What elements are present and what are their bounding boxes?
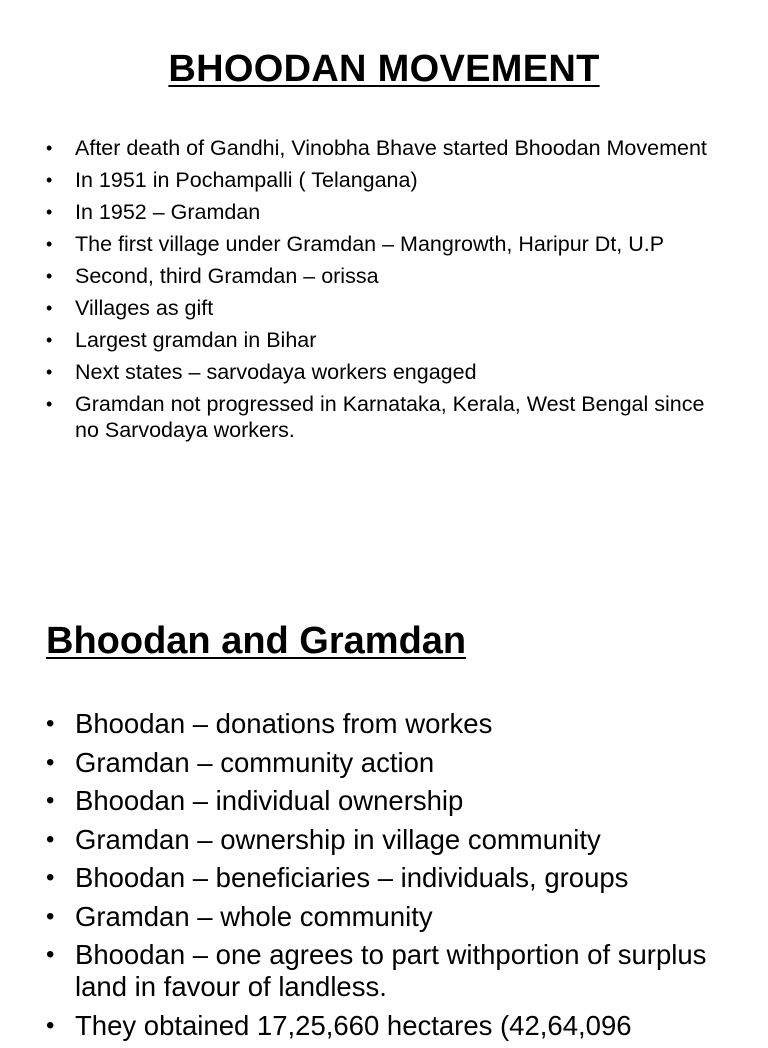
list-item-text: Bhoodan – donations from workes: [75, 708, 493, 739]
list-item-text: Second, third Gramdan – orissa: [75, 264, 379, 288]
list-item: [46, 135, 726, 161]
list-item: [46, 359, 726, 385]
bullet-marker: •: [46, 941, 55, 968]
list-item-text: Largest gramdan in Bihar: [75, 328, 317, 352]
bullet-marker: •: [46, 1011, 55, 1039]
list-item-text: Next states – sarvodaya workers engaged: [75, 360, 477, 384]
list-item-text: After death of Gandhi, Vinobha Bhave started Bhoodan Movement: [75, 136, 707, 160]
bullet-marker: •: [46, 234, 53, 254]
list-item-text: Bhoodan – beneficiaries – individuals, groups: [75, 862, 629, 893]
list-item: [46, 263, 726, 289]
bullet-marker: •: [46, 330, 53, 350]
list-item-text: The first village under Gramdan – Mangrowth, Haripur Dt, U.P: [75, 232, 665, 256]
bullet-marker: •: [46, 298, 53, 318]
list-item: [46, 199, 726, 225]
list-item: [46, 295, 726, 321]
list-item: [46, 862, 726, 894]
bullet-marker: •: [46, 362, 53, 382]
list-item: [46, 939, 726, 1003]
list-item: [46, 1010, 726, 1042]
list-item: [46, 901, 726, 933]
slide-bhoodan-and-gramdan: [0, 596, 768, 1041]
list-item: [46, 167, 726, 193]
bullet-marker: •: [46, 787, 55, 814]
list-item: [46, 391, 726, 443]
list-item-text: They obtained 17,25,660 hectares (42,64,096: [75, 1009, 632, 1041]
bullet-marker: •: [46, 266, 53, 286]
bullet-list: [46, 708, 726, 1048]
bullet-marker: •: [46, 394, 53, 414]
slide-title: BHOODAN MOVEMENT: [168, 48, 600, 90]
list-item-text: Gramdan – ownership in village community: [75, 823, 601, 855]
bullet-marker: •: [46, 138, 53, 158]
bullet-marker: •: [46, 202, 53, 222]
bullet-marker: •: [46, 902, 55, 930]
bullet-marker: •: [46, 748, 55, 776]
list-item-text: Bhoodan – individual ownership: [75, 785, 464, 816]
list-item-text: Gramdan – whole community: [75, 900, 433, 932]
list-item-text: In 1951 in Pochampalli ( Telangana): [75, 168, 418, 192]
bullet-marker: •: [46, 864, 55, 891]
list-item-text: Gramdan – community action: [75, 746, 435, 778]
list-item: [46, 231, 726, 257]
bullet-list: [46, 135, 726, 449]
list-item-text: Villages as gift: [75, 296, 214, 320]
list-item-text: Bhoodan – one agrees to part withportion of surplus land in favour of landless.: [75, 939, 707, 1002]
list-item: [46, 747, 726, 779]
list-item: [46, 327, 726, 353]
list-item-text: Gramdan not progressed in Karnataka, Kerala, West Bengal since no Sarvodaya workers.: [75, 392, 705, 442]
list-item: [46, 824, 726, 856]
list-item-text: In 1952 – Gramdan: [75, 200, 261, 224]
bullet-marker: •: [46, 710, 55, 737]
slide-title: Bhoodan and Gramdan: [46, 620, 467, 662]
bullet-marker: •: [46, 170, 53, 190]
list-item: [46, 708, 726, 740]
bullet-marker: •: [46, 825, 55, 853]
list-item: [46, 785, 726, 817]
